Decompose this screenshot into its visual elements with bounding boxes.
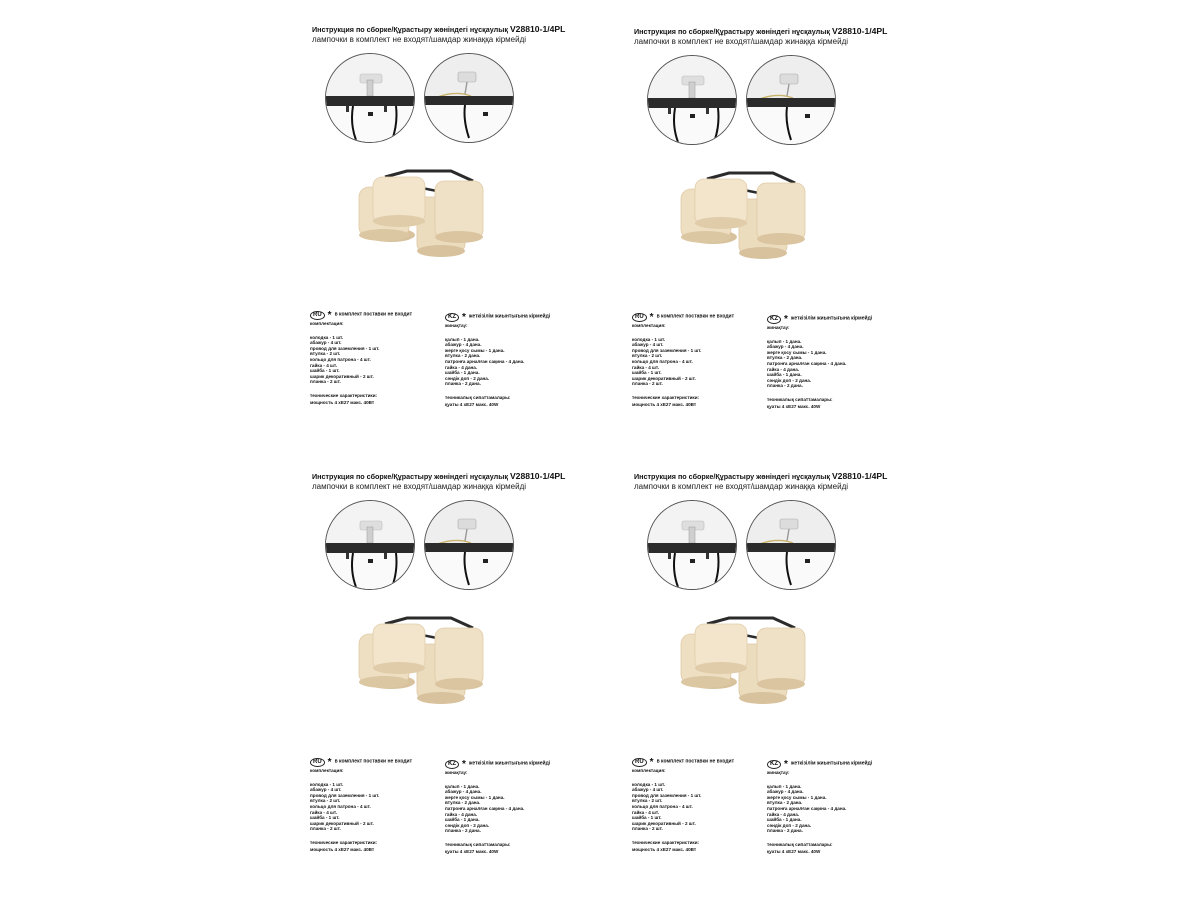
ru-spec-label: технические характеристики: xyxy=(632,840,700,846)
list-item: провод для заземления - 1 шт. xyxy=(310,792,380,798)
list-item: втулка - 2 шт. xyxy=(632,353,663,359)
list-item: шайба - 1 шт. xyxy=(632,370,662,376)
instruction-panel-bottom-right xyxy=(609,447,909,887)
kz-note: жеткізілім жиынтығына кірмейді xyxy=(790,315,873,322)
list-item: сәндік доп - 2 дана. xyxy=(445,822,490,828)
list-item: сәндік доп - 2 дана. xyxy=(767,377,812,383)
mounting-plate-detail-icon xyxy=(325,500,415,590)
list-item: кольцо для патрона - 4 шт. xyxy=(632,359,693,365)
ru-items-list xyxy=(632,782,734,832)
asterisk-icon: * xyxy=(462,759,466,770)
ru-complect-label: комплектация: xyxy=(310,321,344,326)
list-item: сәндік доп - 2 дана. xyxy=(767,822,812,828)
doc-title: Инструкция по сборке/Құрастыру жөніндегі нұсқаулық V28810-1/4PL xyxy=(312,471,566,481)
list-item: втулка - 2 шт. xyxy=(310,798,341,804)
doc-title: Инструкция по сборке/Құрастыру жөніндегі нұсқаулық V28810-1/4PL xyxy=(634,471,888,481)
list-item: патронға арналған сақина - 4 дана. xyxy=(445,359,525,365)
ru-items-list xyxy=(310,782,412,832)
model-number: V28810-1/4PL xyxy=(509,24,566,34)
asterisk-icon: * xyxy=(784,759,788,770)
ru-note: в комплект поставки не входит xyxy=(656,313,735,320)
ru-badge: RU xyxy=(632,313,647,322)
list-item: қалып - 1 дана. xyxy=(445,336,480,342)
chandelier-icon xyxy=(347,612,497,717)
wire-connection-detail-icon xyxy=(424,500,514,590)
asterisk-icon: * xyxy=(327,310,332,321)
ru-complect-label: комплектация: xyxy=(632,323,666,328)
list-item: колодка - 1 шт. xyxy=(632,336,666,342)
model-number: V28810-1/4PL xyxy=(831,471,888,481)
list-item: планка - 2 шт. xyxy=(632,381,663,387)
doc-subtitle: лампочки в комплект не входят/шамдар жинаққа кірмейді xyxy=(312,35,527,44)
kz-spec-label: техникалық сипаттамалары: xyxy=(445,842,511,848)
list-item: шайба - 1 дана. xyxy=(445,817,480,823)
asterisk-icon: * xyxy=(327,757,332,768)
kz-items-list xyxy=(445,784,550,834)
kz-section xyxy=(767,315,872,409)
kz-spec-label: техникалық сипаттамалары: xyxy=(767,397,833,403)
list-item: шайба - 1 шт. xyxy=(310,368,340,374)
ru-badge: RU xyxy=(632,758,647,767)
list-item: шайба - 1 шт. xyxy=(632,815,662,821)
chandelier-icon xyxy=(347,165,497,270)
list-item: гайка - 4 дана. xyxy=(445,811,478,817)
list-item: абажур - 4 шт. xyxy=(632,342,664,348)
kz-complect-label: жинақтау: xyxy=(767,770,790,775)
instruction-panel-bottom-left xyxy=(287,447,587,887)
list-item: абажур - 4 шт. xyxy=(310,787,342,793)
doc-title: Инструкция по сборке/Құрастыру жөніндегі нұсқаулық V28810-1/4PL xyxy=(312,24,566,34)
ru-section xyxy=(310,311,412,405)
list-item: гайка - 4 шт. xyxy=(632,364,660,370)
list-item: патронға арналған сақина - 4 дана. xyxy=(767,361,847,367)
list-item: абажур - 4 дана. xyxy=(445,342,482,348)
asterisk-icon: * xyxy=(649,757,654,768)
list-item: абажур - 4 шт. xyxy=(310,340,342,346)
list-item: жерге қосу сымы - 1 дана. xyxy=(445,794,505,800)
kz-badge: KZ xyxy=(767,760,781,769)
asterisk-icon: * xyxy=(784,314,788,325)
list-item: колодка - 1 шт. xyxy=(310,334,344,340)
list-item: провод для заземления - 1 шт. xyxy=(310,345,380,351)
list-item: планка - 2 дана. xyxy=(445,381,481,387)
model-number: V28810-1/4PL xyxy=(509,471,566,481)
list-item: абажур - 4 дана. xyxy=(445,789,482,795)
list-item: планка - 2 дана. xyxy=(767,828,803,834)
list-item: сәндік доп - 2 дана. xyxy=(445,375,490,381)
list-item: гайка - 4 дана. xyxy=(445,364,478,370)
ru-section xyxy=(310,758,412,852)
kz-complect-label: жинақтау: xyxy=(767,325,790,330)
mounting-plate-detail-icon xyxy=(325,53,415,143)
kz-complect-label: жинақтау: xyxy=(445,770,468,775)
list-item: шайба - 1 дана. xyxy=(767,372,802,378)
list-item: провод для заземления - 1 шт. xyxy=(632,347,702,353)
list-item: қалып - 1 дана. xyxy=(767,338,802,344)
wire-connection-detail-icon xyxy=(746,55,836,145)
list-item: планка - 2 шт. xyxy=(632,826,663,832)
list-item: втулка - 2 дана. xyxy=(767,355,803,361)
kz-items-list xyxy=(767,339,872,389)
list-item: колодка - 1 шт. xyxy=(632,781,666,787)
ru-badge: RU xyxy=(310,311,325,320)
kz-items-list xyxy=(767,784,872,834)
ru-section xyxy=(632,758,734,852)
kz-badge: KZ xyxy=(445,760,459,769)
list-item: втулка - 2 дана. xyxy=(445,800,481,806)
list-item: абажур - 4 шт. xyxy=(632,787,664,793)
model-number: V28810-1/4PL xyxy=(831,26,888,36)
kz-note: жеткізілім жиынтығына кірмейді xyxy=(468,760,551,767)
kz-spec-label: техникалық сипаттамалары: xyxy=(445,395,511,401)
list-item: планка - 2 шт. xyxy=(310,826,341,832)
ru-badge: RU xyxy=(310,758,325,767)
list-item: гайка - 4 шт. xyxy=(632,809,660,815)
kz-section xyxy=(767,760,872,854)
list-item: шарик декоративный - 2 шт. xyxy=(632,375,696,381)
asterisk-icon: * xyxy=(649,312,654,323)
ru-spec-label: технические характеристики: xyxy=(310,840,378,846)
ru-complect-label: комплектация: xyxy=(310,768,344,773)
kz-badge: KZ xyxy=(767,315,781,324)
list-item: патронға арналған сақина - 4 дана. xyxy=(767,806,847,812)
list-item: втулка - 2 шт. xyxy=(310,351,341,357)
list-item: шайба - 1 дана. xyxy=(767,817,802,823)
mounting-plate-detail-icon xyxy=(647,55,737,145)
kz-spec-value: қуаты 4 хЕ27 макс. 40W xyxy=(445,848,499,854)
ru-spec-value: мощность 4 хЕ27 макс. 40Вт xyxy=(632,846,697,852)
ru-section xyxy=(632,313,734,407)
doc-subtitle: лампочки в комплект не входят/шамдар жинаққа кірмейді xyxy=(634,37,849,46)
list-item: шарик декоративный - 2 шт. xyxy=(310,820,374,826)
list-item: втулка - 2 дана. xyxy=(767,800,803,806)
kz-items-list xyxy=(445,337,550,387)
list-item: жерге қосу сымы - 1 дана. xyxy=(445,347,505,353)
instruction-sheet xyxy=(287,0,913,900)
list-item: гайка - 4 дана. xyxy=(767,366,800,372)
list-item: кольцо для патрона - 4 шт. xyxy=(310,357,371,363)
kz-spec-value: қуаты 4 хЕ27 макс. 40W xyxy=(445,401,499,407)
list-item: колодка - 1 шт. xyxy=(310,781,344,787)
asterisk-icon: * xyxy=(462,312,466,323)
kz-section xyxy=(445,760,550,854)
ru-spec-value: мощность 4 хЕ27 макс. 40Вт xyxy=(310,399,375,405)
list-item: шарик декоративный - 2 шт. xyxy=(310,373,374,379)
ru-items-list xyxy=(632,337,734,387)
list-item: планка - 2 дана. xyxy=(445,828,481,834)
list-item: планка - 2 шт. xyxy=(310,379,341,385)
wire-connection-detail-icon xyxy=(746,500,836,590)
list-item: гайка - 4 дана. xyxy=(767,811,800,817)
ru-note: в комплект поставки не входит xyxy=(334,311,413,318)
list-item: патронға арналған сақина - 4 дана. xyxy=(445,806,525,812)
list-item: абажур - 4 дана. xyxy=(767,344,804,350)
kz-spec-value: қуаты 4 хЕ27 макс. 40W xyxy=(767,403,821,409)
ru-items-list xyxy=(310,335,412,385)
list-item: жерге қосу сымы - 1 дана. xyxy=(767,349,827,355)
kz-spec-value: қуаты 4 хЕ27 макс. 40W xyxy=(767,848,821,854)
chandelier-icon xyxy=(669,167,819,272)
list-item: шарик декоративный - 2 шт. xyxy=(632,820,696,826)
kz-spec-label: техникалық сипаттамалары: xyxy=(767,842,833,848)
ru-complect-label: комплектация: xyxy=(632,768,666,773)
list-item: втулка - 2 дана. xyxy=(445,353,481,359)
ru-note: в комплект поставки не входит xyxy=(656,758,735,765)
ru-spec-value: мощность 4 хЕ27 макс. 40Вт xyxy=(310,846,375,852)
kz-note: жеткізілім жиынтығына кірмейді xyxy=(790,760,873,767)
ru-spec-label: технические характеристики: xyxy=(310,393,378,399)
list-item: қалып - 1 дана. xyxy=(445,783,480,789)
list-item: провод для заземления - 1 шт. xyxy=(632,792,702,798)
ru-spec-value: мощность 4 хЕ27 макс. 40Вт xyxy=(632,401,697,407)
doc-subtitle: лампочки в комплект не входят/шамдар жинаққа кірмейді xyxy=(634,482,849,491)
kz-complect-label: жинақтау: xyxy=(445,323,468,328)
list-item: қалып - 1 дана. xyxy=(767,783,802,789)
wire-connection-detail-icon xyxy=(424,53,514,143)
doc-title: Инструкция по сборке/Құрастыру жөніндегі нұсқаулық V28810-1/4PL xyxy=(634,26,888,36)
instruction-panel-top-left xyxy=(287,0,587,440)
mounting-plate-detail-icon xyxy=(647,500,737,590)
ru-spec-label: технические характеристики: xyxy=(632,395,700,401)
kz-badge: KZ xyxy=(445,313,459,322)
list-item: жерге қосу сымы - 1 дана. xyxy=(767,794,827,800)
list-item: планка - 2 дана. xyxy=(767,383,803,389)
list-item: гайка - 4 шт. xyxy=(310,362,338,368)
list-item: кольцо для патрона - 4 шт. xyxy=(310,804,371,810)
instruction-panel-top-right xyxy=(609,2,909,442)
kz-note: жеткізілім жиынтығына кірмейді xyxy=(468,313,551,320)
list-item: шайба - 1 шт. xyxy=(310,815,340,821)
list-item: шайба - 1 дана. xyxy=(445,370,480,376)
list-item: втулка - 2 шт. xyxy=(632,798,663,804)
kz-section xyxy=(445,313,550,407)
list-item: абажур - 4 дана. xyxy=(767,789,804,795)
list-item: гайка - 4 шт. xyxy=(310,809,338,815)
list-item: кольцо для патрона - 4 шт. xyxy=(632,804,693,810)
chandelier-icon xyxy=(669,612,819,717)
doc-subtitle: лампочки в комплект не входят/шамдар жинаққа кірмейді xyxy=(312,482,527,491)
ru-note: в комплект поставки не входит xyxy=(334,758,413,765)
